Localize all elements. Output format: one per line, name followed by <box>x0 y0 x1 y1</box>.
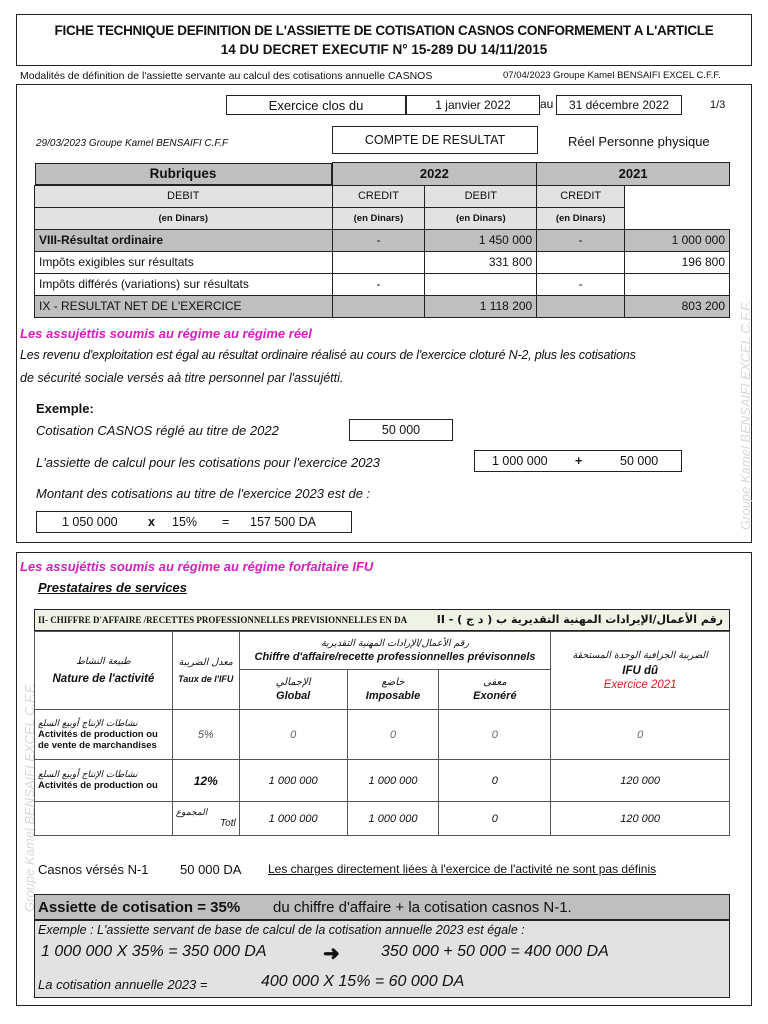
rubriques-header: Rubriques <box>35 163 332 185</box>
row-ifu: 0 <box>551 710 730 760</box>
row-exo: 0 <box>439 710 551 760</box>
col-ca-fr: Chiffre d'affaire/recette professionnelles prévisonnels <box>254 651 536 663</box>
unit-label: (en Dinars) <box>332 207 425 229</box>
total-global: 1 000 000 <box>239 802 347 836</box>
col-ca-ar: رقم الأعمال/الإرادات المهنية التقديرية <box>321 638 469 649</box>
title-line-1: FICHE TECHNIQUE DEFINITION DE L'ASSIETTE DE COTISATION CASNOS CONFORMEMENT A L'ARTICLE <box>54 23 714 38</box>
row-ar: نشاطات الإنتاج أوبيع السلع <box>38 718 138 729</box>
unit-label: (en Dinars) <box>537 207 625 229</box>
final-calc: 400 000 X 15% = 60 000 DA <box>261 973 465 990</box>
table-row: VIII-Résultat ordinaire - 1 450 000 - 1 000 000 <box>35 229 730 251</box>
col-global-fr: Global <box>276 690 311 702</box>
table-row <box>35 760 730 802</box>
assiette-formula-box <box>34 894 730 920</box>
debit-header: DEBIT <box>35 185 333 207</box>
unit-label: (en Dinars) <box>35 207 333 229</box>
page-number: 1/3 <box>710 99 726 111</box>
calc-times: x <box>148 515 155 529</box>
reel-text-2: de sécurité sociale versés aà titre personnel par l'assujétti. <box>20 371 344 385</box>
exercice-label: Exercice clos du <box>226 95 406 115</box>
reel-text-1: Les revenu d'exploitation est égal au résultat ordinaire réalisé au cours de l'exercice cloturé N-2, plus les cotisations <box>20 348 636 362</box>
row-fr: Activités de production ou de vente de marchandises <box>38 728 158 751</box>
total-impo: 1 000 000 <box>347 802 439 836</box>
total-fr: Totl <box>219 818 236 829</box>
col-exo-ar: معفى <box>483 677 507 688</box>
calc-line-2: 350 000 + 50 000 = 400 000 DA <box>381 943 609 960</box>
cotisation-label: Cotisation CASNOS réglé au titre de 2022 <box>36 423 279 438</box>
col-taux-ar: معدل الضريبة <box>178 657 233 668</box>
assiette-label: L'assiette de calcul pour les cotisations pour l'exercice 2023 <box>36 455 380 470</box>
calc-rate: 15% <box>172 515 198 529</box>
exemple-label: Exemple: <box>36 401 94 416</box>
exercice-from: 1 janvier 2022 <box>406 95 540 115</box>
row-global: 0 <box>239 710 347 760</box>
resultat-table <box>34 162 730 318</box>
col-nature-fr: Nature de l'activité <box>52 673 155 685</box>
subtitle: Modalités de définition de l'assiette servante au calcul des cotisations annuelle CASNOS <box>20 70 433 82</box>
reel-heading: Les assujéttis soumis au régime au régime réel <box>20 326 312 341</box>
ifu-table-title <box>34 609 730 631</box>
year-2021: 2021 <box>537 163 730 186</box>
table-row: Impôts exigibles sur résultats 331 800 196 800 <box>35 251 730 273</box>
charges-note: Les charges directement liées à l'exercice de l'activité ne sont pas définis <box>268 862 657 876</box>
col-impo-fr: Imposable <box>365 690 421 702</box>
compte-label: COMPTE DE RESULTAT <box>332 126 538 154</box>
row-ifu: 120 000 <box>551 760 730 802</box>
reel-label: Réel Personne physique <box>568 134 710 149</box>
col-ifu-fr: IFU dû <box>622 665 659 677</box>
casnos-value: 50 000 DA <box>180 862 242 877</box>
ifu-heading: Les assujéttis soumis au régime au régime forfaitaire IFU <box>20 559 374 574</box>
assiette-plus: + <box>575 454 583 468</box>
col-ifu-ar: الضريبة الجزافية الوحدة المستحقة <box>572 650 708 661</box>
col-nature-ar: طبيعة النشاط <box>76 656 131 667</box>
montant-label: Montant des cotisations au titre de l'exercice 2023 est de : <box>36 486 371 501</box>
row-ar: نشاطات الإنتاج أوبيع السلع <box>38 770 138 780</box>
col-exo-fr: Exonéré <box>473 690 517 702</box>
exemple-box <box>34 920 730 998</box>
assiette-bold: Assiette de cotisation = 35% <box>38 899 241 916</box>
table-row <box>35 710 730 760</box>
arrow-icon: ➜ <box>323 943 340 965</box>
row-taux: 5% <box>172 710 239 760</box>
col-impo-ar: خاضع <box>381 677 405 688</box>
table-row: Impôts différés (variations) sur résultats - - <box>35 273 730 295</box>
debit-header: DEBIT <box>425 185 537 207</box>
watermark-left: Groupe Kamel BENSAIFI EXCEL C.F.F. <box>22 682 37 912</box>
exercice-sep: au <box>540 97 554 111</box>
assiette-rest: du chiffre d'affaire + la cotisation casnos N-1. <box>273 899 572 916</box>
credit-right: 07/04/2023 Groupe Kamel BENSAIFI EXCEL C.F.F. <box>503 70 721 81</box>
table-row-total <box>35 802 730 836</box>
row-impo: 1 000 000 <box>347 760 439 802</box>
calc-line-1: 1 000 000 X 35% = 350 000 DA <box>41 943 267 960</box>
calc-equals: = <box>222 515 230 529</box>
casnos-label: Casnos vérsés N-1 <box>38 862 149 877</box>
total-ar: المجموع <box>175 808 208 818</box>
watermark-right: Groupe Kamel BENSAIFI EXCEL C.F.F. <box>738 300 753 530</box>
ifu-table <box>34 631 730 836</box>
assiette-b: 50 000 <box>620 454 659 468</box>
calc-result: 157 500 DA <box>250 515 317 529</box>
credit-left: 29/03/2023 Groupe Kamel BENSAIFI C.F.F <box>36 138 229 149</box>
title-box <box>16 14 752 66</box>
row-taux: 12% <box>172 760 239 802</box>
credit-header: CREDIT <box>537 185 625 207</box>
row-impo: 0 <box>347 710 439 760</box>
year-2022: 2022 <box>332 163 537 186</box>
ifu-subheading: Prestataires de services <box>38 580 187 595</box>
col-taux-fr: Taux de l'IFU <box>178 674 234 684</box>
exemple-line: Exemple : L'assiette servant de base de calcul de la cotisation annuelle 2023 est égale : <box>38 923 525 937</box>
table-row: IX - RESULTAT NET DE L'EXERCICE 1 118 200 803 200 <box>35 295 730 317</box>
row-global: 1 000 000 <box>239 760 347 802</box>
exercice-to: 31 décembre 2022 <box>556 95 682 115</box>
row-exo: 0 <box>439 760 551 802</box>
total-exo: 0 <box>439 802 551 836</box>
col-ifu-year: Exercice 2021 <box>603 679 677 691</box>
calc-a: 1 050 000 <box>62 515 118 529</box>
col-global-ar: الإجمالي <box>275 677 311 688</box>
unit-label: (en Dinars) <box>425 207 537 229</box>
final-label: La cotisation annuelle 2023 = <box>38 977 208 992</box>
credit-header: CREDIT <box>332 185 425 207</box>
cotisation-value: 50 000 <box>349 419 453 441</box>
assiette-a: 1 000 000 <box>492 454 548 468</box>
ifu-title-ar: رقم الأعمال/الإيرادات المهنية التقديرية ب ( د ج ) - II <box>436 613 723 626</box>
ifu-title-fr: II- CHIFFRE D'AFFAIRE /RECETTES PROFESSIONNELLES PREVISIONNELLES EN DA <box>38 615 408 625</box>
total-ifu: 120 000 <box>551 802 730 836</box>
row-fr: Activités de production ou <box>38 780 158 791</box>
title-line-2: 14 DU DECRET EXECUTIF N° 15-289 DU 14/11/2015 <box>220 42 548 57</box>
